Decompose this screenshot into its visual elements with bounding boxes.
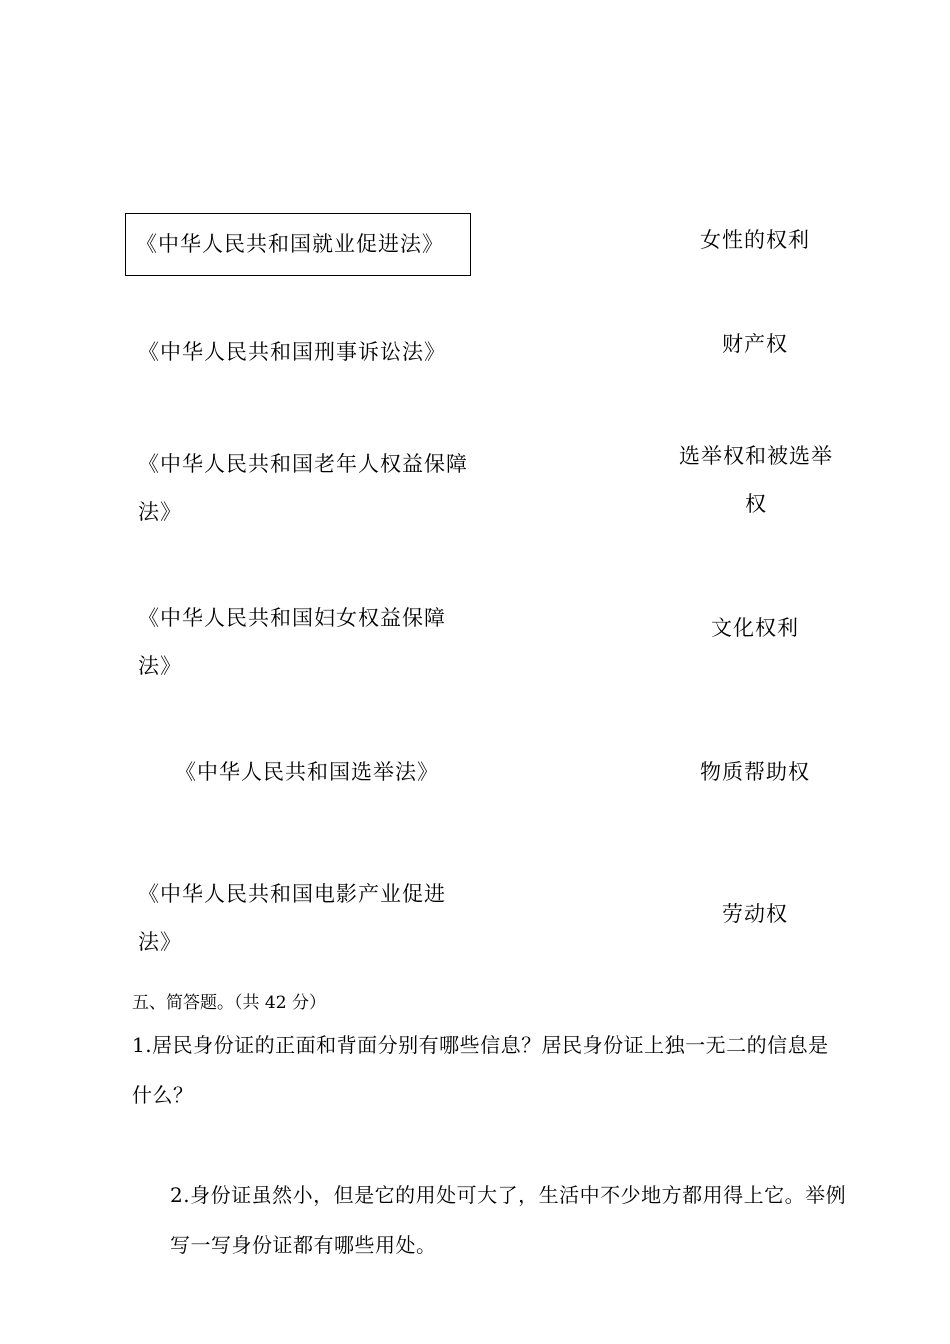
law-item-election: 《中华人民共和国选举法》	[175, 760, 439, 784]
law-item-film-industry: 《中华人民共和国电影产业促进法》	[138, 882, 446, 954]
right-item-culture: 文化权利	[711, 616, 799, 640]
right-item-material-aid: 物质帮助权	[700, 760, 810, 784]
question-1: 1.居民身份证的正面和背面分别有哪些信息？居民身份证上独一无二的信息是什么？	[132, 1033, 829, 1107]
law-item-elderly-rights: 《中华人民共和国老年人权益保障法》	[138, 452, 468, 524]
law-item-employment: 《中华人民共和国就业促进法》	[125, 213, 471, 276]
law-item-criminal-procedure: 《中华人民共和国刑事诉讼法》	[138, 340, 446, 364]
right-item-women: 女性的权利	[700, 228, 810, 252]
right-item-labor: 劳动权	[722, 902, 788, 926]
question-2: 2.身份证虽然小，但是它的用处可大了，生活中不少地方都用得上它。举例写一写身份证都有哪些用处。	[170, 1183, 847, 1257]
section-title: 五、简答题。（共 42 分）	[132, 993, 326, 1013]
right-item-vote: 选举权和被选举权	[679, 444, 833, 516]
right-item-property: 财产权	[722, 332, 788, 356]
law-item-women-rights: 《中华人民共和国妇女权益保障法》	[138, 606, 446, 678]
